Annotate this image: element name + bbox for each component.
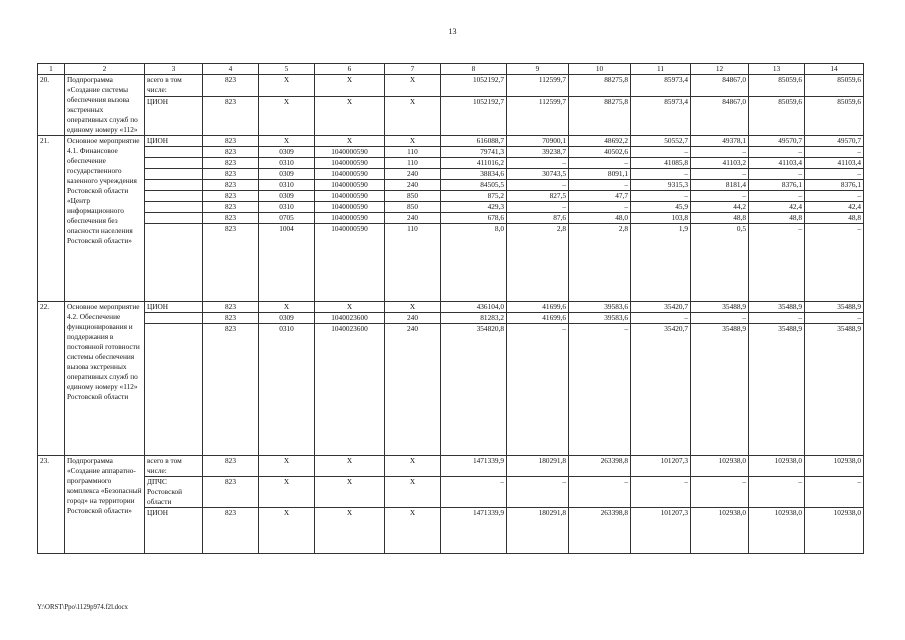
code-cell: 1040000590 [315,202,385,213]
column-number: 10 [569,64,631,75]
code-cell: 823 [203,169,259,180]
executor-cell: всего в том числе: [145,456,203,477]
row-number: 23. [38,456,65,554]
amount-cell: 180291,8 [507,508,569,554]
code-cell: Х [385,75,441,97]
amount-cell: 35420,7 [631,302,691,313]
amount-cell: 102938,0 [749,456,805,477]
code-cell: Х [315,456,385,477]
code-cell: Х [259,75,315,97]
amount-cell: 103,8 [631,213,691,224]
code-cell: 110 [385,224,441,302]
amount-cell: 88275,8 [569,75,631,97]
code-cell: Х [385,302,441,313]
column-number: 5 [259,64,315,75]
executor-cell [145,313,203,324]
table-row [38,75,864,97]
table-row [38,136,864,147]
amount-cell: – [441,477,507,508]
column-number: 11 [631,64,691,75]
column-number: 9 [507,64,569,75]
amount-cell: – [569,158,631,169]
executor-cell: ЦИОН [145,136,203,147]
code-cell: 823 [203,324,259,456]
program-name: Подпрограмма «Создание аппаратно-программного комплекса «Безопасный город» на территории Ростовской области» [65,456,145,554]
code-cell: 1040000590 [315,224,385,302]
table-row [38,508,864,554]
amount-cell: – [805,169,864,180]
amount-cell: 112599,7 [507,96,569,135]
column-number-row [38,64,864,75]
amount-cell: 1052192,7 [441,75,507,97]
code-cell: Х [385,456,441,477]
code-cell: Х [259,477,315,508]
code-cell: 240 [385,313,441,324]
executor-cell: ЦИОН [145,96,203,135]
column-number: 4 [203,64,259,75]
amount-cell: 263398,8 [569,508,631,554]
code-cell: 823 [203,191,259,202]
amount-cell: 84867,0 [691,96,749,135]
code-cell: 823 [203,313,259,324]
amount-cell: 436104,0 [441,302,507,313]
amount-cell: 2,8 [569,224,631,302]
amount-cell: 8181,4 [691,180,749,191]
amount-cell: 875,2 [441,191,507,202]
table-row [38,180,864,191]
amount-cell: 44,2 [691,202,749,213]
table-row [38,158,864,169]
program-name: Подпрограмма «Создание системы обеспечения вызова экстренных оперативных служб по единому номеру «112» [65,75,145,136]
table-row [38,224,864,302]
executor-cell [145,180,203,191]
amount-cell: – [691,313,749,324]
amount-cell: 48,8 [749,213,805,224]
amount-cell: – [749,147,805,158]
code-cell: 850 [385,191,441,202]
code-cell: 0310 [259,180,315,191]
code-cell: 823 [203,224,259,302]
code-cell: 823 [203,75,259,97]
code-cell: 110 [385,158,441,169]
amount-cell: – [507,202,569,213]
code-cell: 0309 [259,147,315,158]
amount-cell: 101207,3 [631,508,691,554]
amount-cell: 49570,7 [805,136,864,147]
amount-cell: 50552,7 [631,136,691,147]
code-cell: 110 [385,147,441,158]
amount-cell: 49378,1 [691,136,749,147]
amount-cell: 41103,4 [805,158,864,169]
table-row [38,313,864,324]
code-cell: 823 [203,508,259,554]
amount-cell: 8376,1 [749,180,805,191]
amount-cell: – [749,313,805,324]
amount-cell: 180291,8 [507,456,569,477]
amount-cell: 35488,9 [805,324,864,456]
amount-cell: 85973,4 [631,75,691,97]
executor-cell [145,202,203,213]
code-cell: 823 [203,202,259,213]
amount-cell: 85059,6 [805,75,864,97]
executor-cell [145,169,203,180]
code-cell: 1040000590 [315,213,385,224]
code-cell: Х [259,508,315,554]
amount-cell: 41103,2 [691,158,749,169]
code-cell: Х [259,302,315,313]
amount-cell: 41103,4 [749,158,805,169]
code-cell: Х [259,96,315,135]
code-cell: 823 [203,158,259,169]
amount-cell: 38834,6 [441,169,507,180]
amount-cell: 9315,3 [631,180,691,191]
code-cell: Х [315,477,385,508]
code-cell: 0310 [259,324,315,456]
amount-cell: – [569,324,631,456]
amount-cell: 35420,7 [631,324,691,456]
amount-cell: 41699,6 [507,313,569,324]
code-cell: 823 [203,456,259,477]
amount-cell: 41699,6 [507,302,569,313]
code-cell: 1040023600 [315,313,385,324]
amount-cell: 39583,6 [569,313,631,324]
code-cell: 823 [203,477,259,508]
table-row [38,191,864,202]
amount-cell: – [631,313,691,324]
amount-cell: – [805,224,864,302]
code-cell: Х [385,508,441,554]
column-number: 12 [691,64,749,75]
amount-cell: – [805,313,864,324]
amount-cell: – [691,477,749,508]
amount-cell: 48,8 [691,213,749,224]
column-number: 13 [749,64,805,75]
program-name: Основное мероприятие 4.1. Финансовое обеспечение государственного казенного учреждения Ростовской области «Центр информационного обеспечения без опасности населения Ростовской области» [65,136,145,302]
executor-cell: ДПЧС Ростовской области [145,477,203,508]
amount-cell: 102938,0 [805,508,864,554]
amount-cell: 30743,5 [507,169,569,180]
code-cell: Х [385,477,441,508]
row-number: 21. [38,136,65,302]
code-cell: Х [315,136,385,147]
code-cell: Х [259,136,315,147]
amount-cell: 49570,7 [749,136,805,147]
code-cell: 823 [203,96,259,135]
amount-cell: 112599,7 [507,75,569,97]
amount-cell: 354820,8 [441,324,507,456]
amount-cell: 8376,1 [805,180,864,191]
amount-cell: 40502,6 [569,147,631,158]
row-number: 20. [38,75,65,136]
amount-cell: 616088,7 [441,136,507,147]
code-cell: Х [315,96,385,135]
code-cell: 240 [385,213,441,224]
amount-cell: – [691,147,749,158]
executor-cell [145,158,203,169]
budget-table [37,63,864,554]
code-cell: 240 [385,180,441,191]
column-number: 14 [805,64,864,75]
table-row [38,302,864,313]
amount-cell: – [569,477,631,508]
code-cell: 0310 [259,202,315,213]
amount-cell: 429,3 [441,202,507,213]
code-cell: 1040000590 [315,147,385,158]
amount-cell: 35488,9 [805,302,864,313]
column-number: 1 [38,64,65,75]
amount-cell: 1052192,7 [441,96,507,135]
code-cell: 850 [385,202,441,213]
table-row [38,324,864,456]
amount-cell: – [749,191,805,202]
amount-cell: – [631,147,691,158]
amount-cell: 87,6 [507,213,569,224]
code-cell: 0705 [259,213,315,224]
amount-cell: 84505,5 [441,180,507,191]
amount-cell: – [691,169,749,180]
row-number: 22. [38,302,65,456]
program-name: Основное мероприятие 4.2. Обеспечение функционирования и поддержания в постоянной готовности системы обеспечения вызова экстренных оперативных служб по единому номеру «112» Ростовской области [65,302,145,456]
amount-cell: 101207,3 [631,456,691,477]
amount-cell: – [749,224,805,302]
amount-cell: 102938,0 [749,508,805,554]
amount-cell: – [631,169,691,180]
code-cell: 240 [385,324,441,456]
amount-cell: – [805,191,864,202]
amount-cell: – [507,477,569,508]
column-number: 3 [145,64,203,75]
code-cell: 0309 [259,313,315,324]
table-row [38,96,864,135]
amount-cell: – [749,477,805,508]
amount-cell: 41085,8 [631,158,691,169]
amount-cell: 35488,9 [749,324,805,456]
table-row [38,456,864,477]
amount-cell: 79741,3 [441,147,507,158]
amount-cell: 48,8 [805,213,864,224]
amount-cell: 678,6 [441,213,507,224]
code-cell: 823 [203,302,259,313]
executor-cell [145,147,203,158]
code-cell: 823 [203,180,259,191]
code-cell: 1040000590 [315,158,385,169]
executor-cell [145,191,203,202]
amount-cell: 263398,8 [569,456,631,477]
amount-cell: – [569,180,631,191]
amount-cell: 827,5 [507,191,569,202]
amount-cell: – [691,191,749,202]
executor-cell [145,213,203,224]
code-cell: Х [315,75,385,97]
amount-cell: 39238,7 [507,147,569,158]
amount-cell: – [805,477,864,508]
amount-cell: 35488,9 [749,302,805,313]
page-number: 13 [448,27,457,36]
executor-cell [145,324,203,456]
amount-cell: 88275,8 [569,96,631,135]
amount-cell: 70900,1 [507,136,569,147]
code-cell: Х [315,508,385,554]
amount-cell: 85059,6 [805,96,864,135]
amount-cell: 35488,9 [691,324,749,456]
amount-cell: 102938,0 [805,456,864,477]
code-cell: 1040000590 [315,191,385,202]
amount-cell: 85973,4 [631,96,691,135]
column-number: 2 [65,64,145,75]
column-number: 6 [315,64,385,75]
code-cell: 0310 [259,158,315,169]
table-row [38,202,864,213]
amount-cell: 42,4 [749,202,805,213]
executor-cell: ЦИОН [145,302,203,313]
column-number: 8 [441,64,507,75]
code-cell: 823 [203,213,259,224]
amount-cell: – [569,202,631,213]
amount-cell: – [507,158,569,169]
executor-cell [145,224,203,302]
amount-cell: 8091,1 [569,169,631,180]
executor-cell: ЦИОН [145,508,203,554]
code-cell: 0309 [259,191,315,202]
table-row [38,147,864,158]
code-cell: 823 [203,136,259,147]
amount-cell: 48,0 [569,213,631,224]
amount-cell: 0,5 [691,224,749,302]
amount-cell: 1471339,9 [441,508,507,554]
code-cell: 1040023600 [315,324,385,456]
amount-cell: – [749,169,805,180]
amount-cell: 42,4 [805,202,864,213]
amount-cell: 8,0 [441,224,507,302]
executor-cell: всего в том числе: [145,75,203,97]
amount-cell: – [507,324,569,456]
amount-cell: – [631,477,691,508]
code-cell: 1004 [259,224,315,302]
amount-cell: 47,7 [569,191,631,202]
amount-cell: 102938,0 [691,456,749,477]
column-number: 7 [385,64,441,75]
code-cell: Х [315,302,385,313]
amount-cell: – [805,147,864,158]
amount-cell: 102938,0 [691,508,749,554]
amount-cell: – [631,191,691,202]
amount-cell: 2,8 [507,224,569,302]
amount-cell: 39583,6 [569,302,631,313]
code-cell: 240 [385,169,441,180]
code-cell: Х [385,136,441,147]
code-cell: Х [385,96,441,135]
amount-cell: 45,9 [631,202,691,213]
code-cell: 823 [203,147,259,158]
amount-cell: 1471339,9 [441,456,507,477]
file-path-footer: Y:\ORST\Ppo\1129p974.f2l.docx [37,604,128,611]
amount-cell: 85059,6 [749,75,805,97]
amount-cell: – [507,180,569,191]
code-cell: 1040000590 [315,180,385,191]
table-row [38,477,864,508]
amount-cell: 411016,2 [441,158,507,169]
amount-cell: 81283,2 [441,313,507,324]
code-cell: 0309 [259,169,315,180]
amount-cell: 1,9 [631,224,691,302]
amount-cell: 84867,0 [691,75,749,97]
code-cell: 1040000590 [315,169,385,180]
amount-cell: 85059,6 [749,96,805,135]
amount-cell: 35488,9 [691,302,749,313]
code-cell: Х [259,456,315,477]
amount-cell: 48692,2 [569,136,631,147]
table-row [38,169,864,180]
table-row [38,213,864,224]
